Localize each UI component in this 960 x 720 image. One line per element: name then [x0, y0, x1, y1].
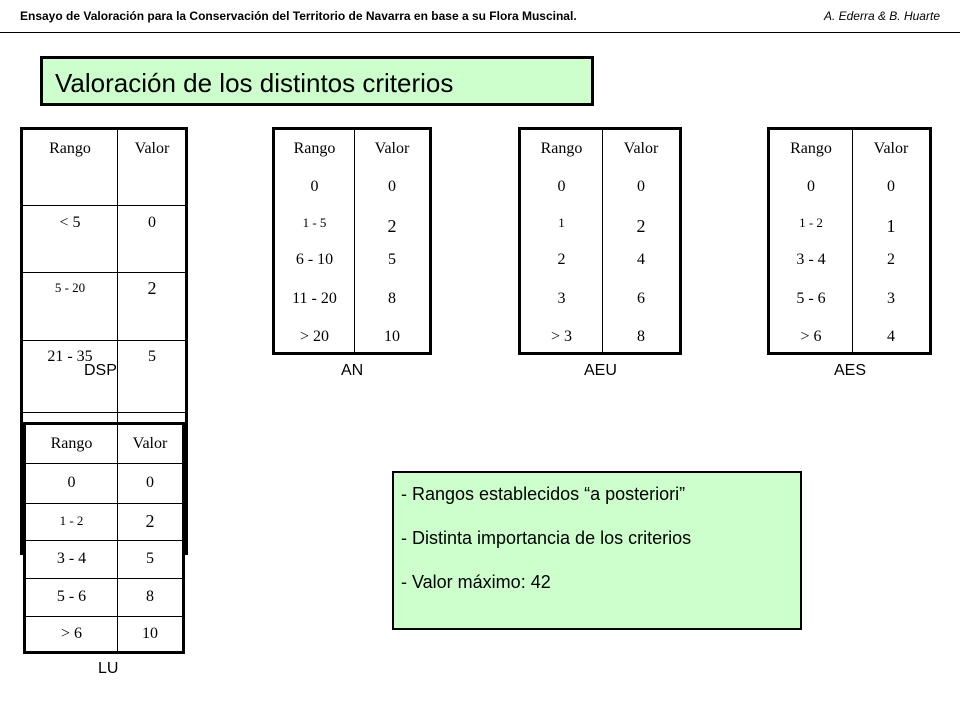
row-divider: [26, 540, 182, 541]
row-divider: [26, 578, 182, 579]
table-label-dsp: DSP: [84, 362, 117, 379]
cell-rango: 0: [67, 474, 76, 491]
cell-valor: 5: [388, 251, 396, 268]
header-valor: Valor: [374, 140, 410, 157]
row-divider: [26, 503, 182, 504]
table-label-aeu: AEU: [584, 362, 617, 379]
header-valor: Valor: [132, 435, 168, 452]
cell-valor: 3: [887, 290, 895, 307]
row-divider: [26, 463, 182, 464]
cell-rango: < 5: [59, 214, 81, 231]
row-divider: [23, 412, 185, 413]
header-valor: Valor: [134, 140, 170, 157]
cell-valor: 10: [142, 625, 158, 642]
cell-valor: 0: [146, 474, 154, 491]
cell-rango: 3 - 4: [796, 251, 826, 268]
column-divider: [354, 130, 355, 352]
cell-rango: > 3: [550, 328, 573, 345]
header-rango: Rango: [50, 435, 93, 452]
cell-rango: > 6: [800, 328, 822, 345]
cell-rango: 3 - 4: [56, 550, 87, 567]
cell-valor: 10: [384, 328, 400, 345]
cell-rango: > 20: [299, 328, 330, 345]
row-divider: [23, 272, 185, 273]
cell-rango: 6 - 10: [295, 251, 334, 268]
cell-rango: 5 - 20: [54, 280, 86, 295]
note-item: - Rangos establecidos “a posteriori”: [401, 484, 686, 504]
cell-rango: 21 - 35: [47, 348, 93, 365]
cell-rango: 1 - 2: [59, 513, 84, 528]
cell-rango: 1 - 2: [799, 215, 823, 230]
column-divider: [852, 130, 853, 352]
cell-rango: 1 - 5: [302, 215, 327, 230]
cell-rango: 1: [558, 215, 565, 230]
cell-valor: 8: [146, 588, 154, 605]
table-lu: [23, 422, 185, 654]
header-rango: Rango: [540, 140, 583, 157]
table-label-aes: AES: [834, 362, 867, 379]
cell-valor: 8: [388, 290, 396, 307]
table-an: [272, 127, 432, 355]
cell-valor: 6: [637, 290, 645, 307]
cell-rango: 3: [557, 290, 566, 307]
slide-title: Valoración de los distintos criterios: [55, 68, 454, 98]
slide-title-box: [40, 56, 594, 106]
cell-valor: 4: [637, 251, 645, 268]
cell-valor: 2: [887, 251, 895, 268]
note-item: - Distinta importancia de los criterios: [401, 528, 692, 548]
cell-valor: 2: [387, 216, 397, 236]
slide-header: [0, 0, 960, 32]
cell-valor: 2: [145, 511, 155, 531]
cell-rango: > 6: [60, 625, 83, 642]
cell-rango: 0: [807, 178, 815, 195]
row-divider: [23, 205, 185, 206]
cell-rango: 5 - 6: [56, 588, 87, 605]
header-title: Ensayo de Valoración para la Conservación del Territorio de Navarra en base a su Flora Muscinal.: [20, 9, 577, 23]
row-divider: [23, 340, 185, 341]
cell-rango: 5 - 6: [796, 290, 826, 307]
notes-box: [392, 471, 802, 630]
column-divider: [117, 425, 118, 651]
table-label-lu: LU: [98, 660, 119, 677]
row-divider: [26, 616, 182, 617]
cell-valor: 5: [146, 550, 154, 567]
cell-valor: 4: [887, 328, 895, 345]
cell-valor: 0: [388, 178, 396, 195]
cell-rango: 2: [557, 251, 566, 268]
cell-valor: 5: [148, 348, 156, 365]
header-rango: Rango: [790, 140, 832, 157]
note-item: - Valor máximo: 42: [401, 572, 551, 592]
header-valor: Valor: [623, 140, 659, 157]
cell-valor: 0: [887, 178, 895, 195]
cell-valor: 0: [148, 214, 156, 231]
column-divider: [602, 130, 603, 352]
cell-rango: 0: [557, 178, 566, 195]
cell-valor: 2: [147, 278, 157, 298]
table-label-an: AN: [341, 362, 364, 379]
header-rango: Rango: [49, 140, 91, 157]
cell-rango: 0: [310, 178, 319, 195]
header-authors: A. Ederra & B. Huarte: [823, 9, 940, 23]
table-aes: [767, 127, 932, 355]
cell-valor: 8: [637, 328, 645, 345]
cell-valor: 0: [637, 178, 645, 195]
cell-rango: 11 - 20: [292, 290, 337, 307]
cell-valor: 1: [886, 216, 896, 236]
header-rango: Rango: [293, 140, 336, 157]
cell-valor: 2: [636, 216, 646, 236]
header-divider: [0, 32, 960, 33]
header-valor: Valor: [873, 140, 909, 157]
table-aeu: [518, 127, 682, 355]
